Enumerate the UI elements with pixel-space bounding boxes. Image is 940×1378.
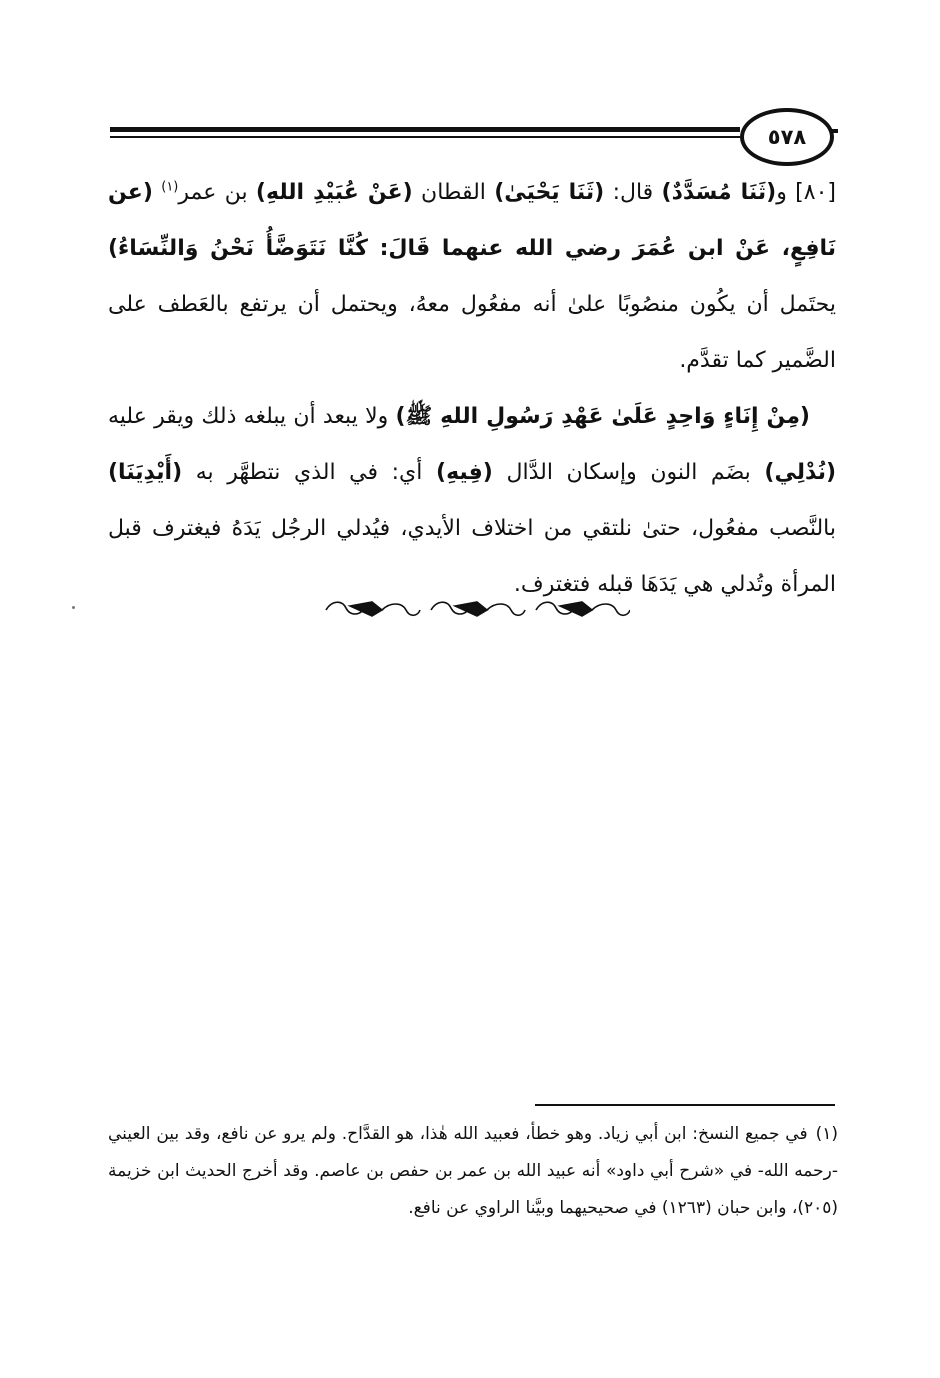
footnote-reference: (١)	[161, 179, 179, 195]
footnote-text: في جميع النسخ: ابن أبي زياد. وهو خطأ، فعبيد الله هٰذا، هو القدَّاح. ولم يرو عن نافع، وقد بين العيني -رحمه الله- في «شرح أبي داود» أنه عبيد الله بن عمر بن حفص بن عاصم. وقد أخرج الحديث ابن خزيمة (٢٠٥)، وابن حبان (١٢٦٣) في صحيحيهما وبيَّنا الراوي عن نافع.	[108, 1124, 838, 1218]
header-rule-thick	[110, 127, 740, 132]
header-rule-thin	[110, 136, 740, 138]
paragraph-2: (مِنْ إِنَاءٍ وَاحِدٍ عَلَىٰ عَهْدِ رَسُولِ اللهِ ﷺ) ولا يبعد أن يبلغه ذلك ويقر عليه (نُدْلِي) بضَم النون وإسكان الدَّال (فِيهِ) أي: في الذي نتطهَّر به (أَيْدِيَنَا) بالنَّصب مفعُول، حتىٰ نلتقي من اختلاف الأيدي، فيُدلي الرجُل يَدَهُ فيغترف قبل المرأة وتُدلي هي يَدَهَا قبله فتغترف.	[108, 404, 837, 597]
hadith-matn: (عن نَافِعٍ، عَنْ ابن عُمَرَ رضي الله عنهما قَالَ: كُنَّا نَتَوَضَّأُ نَحْنُ وَالنِّسَاءُ)	[108, 180, 836, 261]
ornament-divider	[320, 594, 630, 624]
narrator-yahya: (ثَنَا يَحْيَىٰ)	[494, 180, 605, 205]
ornament-motif-right	[536, 602, 630, 616]
ornament-motif-middle	[431, 602, 525, 616]
narrator-musaddad: (ثَنَا مُسَدَّدٌ)	[661, 180, 777, 205]
footnote	[108, 1116, 838, 1227]
quote-min-inaa: (مِنْ إِنَاءٍ وَاحِدٍ عَلَىٰ عَهْدِ رَسُولِ اللهِ ﷺ)	[395, 404, 810, 429]
footnote-separator	[535, 1104, 835, 1106]
ornament-motif-left	[326, 602, 420, 616]
main-text	[108, 165, 836, 613]
hadith-number: [٨٠]	[795, 180, 836, 205]
quote-aydiyana: (أَيْدِيَنَا)	[108, 460, 183, 485]
page-number: ٥٧٨	[740, 108, 834, 166]
quote-fihi: (فِيهِ)	[436, 460, 493, 485]
scan-speck	[72, 606, 75, 609]
quote-nudli: (نُدْلِي)	[764, 460, 837, 485]
footnote-number: (١)	[815, 1124, 838, 1144]
commentary: يحتَمل أن يكُون منصُوبًا علىٰ أنه مفعُول معهُ، ويحتمل أن يرتفع بالعَطف على الضَّمير كما تقدَّم.	[108, 292, 836, 373]
narrator-ubaydullah: (عَنْ عُبَيْدِ اللهِ)	[255, 180, 413, 205]
paragraph-1: [٨٠] و(ثَنَا مُسَدَّدٌ) قال: (ثَنَا يَحْيَىٰ) القطان (عَنْ عُبَيْدِ اللهِ) بن عمر$^{(١)}$ (عن نَافِعٍ، عَنْ ابن عُمَرَ رضي الله عنهما قَالَ: كُنَّا نَتَوَضَّأُ نَحْنُ وَالنِّسَاءُ) يحتَمل أن يكُون منصُوبًا علىٰ أنه مفعُول معهُ، ويحتمل أن يرتفع بالعَطف على الضَّمير كما تقدَّم.	[108, 179, 836, 373]
